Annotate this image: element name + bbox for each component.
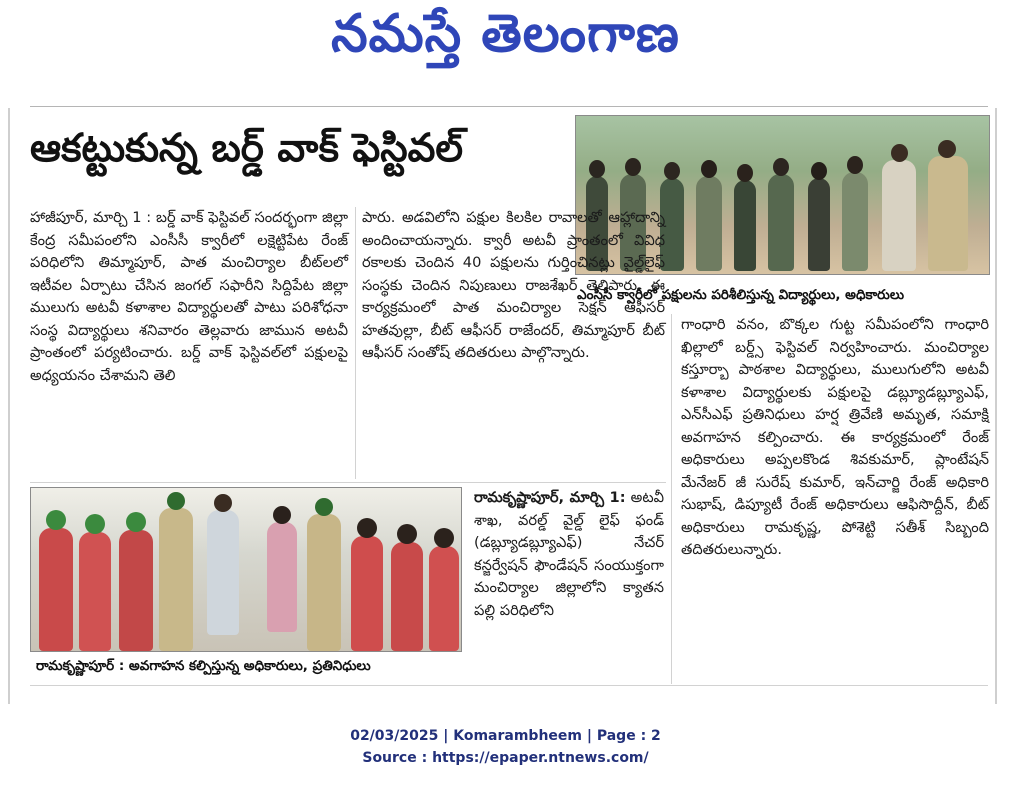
top-divider xyxy=(30,106,988,107)
article-column-3: గాంధారి వనం, బొక్కల గుట్ట సమీపంలోని గాంధారి ఖిల్లాలో బర్డ్స్ ఫెస్టివల్ నిర్వహించారు. మంచిర్యాల కస్తూర్బా పాఠశాల విద్యార్థులు, ములుగులోని అటవీ కళాశాల విద్యార్థులకు పక్షులపై డబ్ల్యూడబ్ల్యూఎఫ్, ఎన్‌సీఎఫ్ ప్రతినిధులు హర్ష త్రివేణి అమృత, సమాక్షి అవగాహన కల్పించారు. ఈ కార్యక్రమంలో రేంజ్ అధికారులు అప్పలకొండ శివకుమార్, ప్లాంటేషన్ మేనేజర్ జీ సురేష్ కుమార్, ఇన్‌చార్జి రేంజ్ అధికారి సుభాష్, డిప్యూటీ రేంజ్ అధికారులు ఆఫిసొద్దీన్, బీట్ అధికారులు రామకృష్ణ, పోశెట్టి సతీశ్ సిబ్బంది తదితరులున్నారు. xyxy=(681,316,989,558)
photo-caption-bottom: రామకృష్ణాపూర్ : అవగాహన కల్పిస్తున్న అధికారులు, ప్రతినిధులు xyxy=(36,658,371,674)
footer-date-page: 02/03/2025 | Komarambheem | Page : 2 xyxy=(350,728,661,744)
bottom-divider xyxy=(30,685,988,686)
article-column-2b xyxy=(474,487,664,622)
column-divider xyxy=(355,207,356,479)
footer-source-link[interactable]: Source : https://epaper.ntnews.com/ xyxy=(362,750,649,766)
article-column-2: పారు. అడవిలోని పక్షుల కిలకిల రావాలతో ఆహ్లాదాన్ని అందించాయన్నారు. క్వారీ అటవీ ప్రాంతంలో వివిధ రకాలకు చెందిన 40 పక్షులను గుర్తించినట్లు వైల్డ్‌లైఫ్ సంస్థకు చెందిన నిపుణులు రాజశేఖర్ తెలిపారు. ఈ కార్యక్రమంలో పాత మంచిర్యాల సెక్షన్ ఆఫీసర్ హతవుల్లా, బీట్ ఆఫీసర్ రాజేందర్, తిమ్మాపూర్ బీట్ ఆఫీసర్ సంతోష్ తదితరులు పాల్గొన్నారు. xyxy=(362,209,665,361)
clip-edge-right xyxy=(995,108,997,704)
photo-caption-top: ఎంసీసీ క్వారీలో పక్షులను పరిశీలిస్తున్న విద్యార్థులు, అధికారులు xyxy=(577,287,905,303)
article-column-1: హాజీపూర్, మార్చి 1 : బర్డ్ వాక్ ఫెస్టివల్ సందర్భంగా జిల్లా కేంద్ర సమీపంలోని ఎంసీసీ క్వారీలో లక్షెట్టిపేట రేంజ్ పరిధిలోని తిమ్మాపూర్, పాత మంచిర్యాల బీట్‌లలో ఇటీవల ఏర్పాటు చేసిన జంగల్ సఫారీని సిద్దిపేట జిల్లా ములుగు అటవీ కళాశాల విద్యార్థులతో పాటు పరిశోధనా సంస్థ విద్యార్థులు శనివారం తెల్లవారు జామున అటవీ ప్రాంతంలో పర్యటించారు. బర్డ్ వాక్ ఫెస్టివల్‌లో పక్షులపై అధ్యయనం చేశామని తెలి xyxy=(30,209,348,384)
dateline: రామకృష్ణాపూర్, మార్చి 1: xyxy=(474,489,626,506)
photo-awareness-program xyxy=(30,487,462,652)
column-divider xyxy=(671,314,672,684)
clip-edge-left xyxy=(8,108,10,704)
article-headline: ఆకట్టుకున్న బర్డ్ వాక్ ఫెస్టివల్ xyxy=(30,126,463,171)
newspaper-masthead: నమస్తే తెలంగాణ xyxy=(331,4,680,64)
column-2b-text: అటవీ శాఖ, వరల్డ్ వైల్డ్ లైఫ్ ఫండ్ (డబ్ల్యూడబ్ల్యూఎఫ్) నేచర్ కన్జర్వేషన్ ఫౌండేషన్ సంయుక్తంగా మంచిర్యాల జిల్లాలోని క్యాతన పల్లి పరిధిలోని xyxy=(474,489,664,619)
section-divider xyxy=(30,482,666,483)
